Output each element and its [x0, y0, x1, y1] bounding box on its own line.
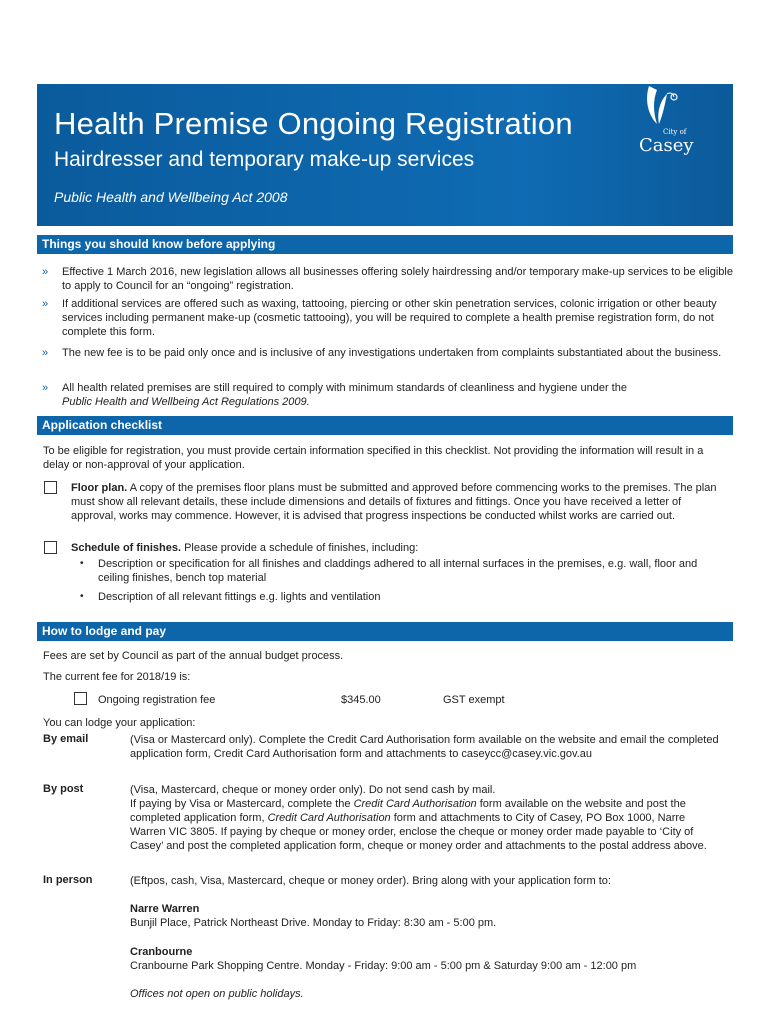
- checklist-intro: To be eligible for registration, you must provide certain information specified in this checklist. Not providing the information will result in a delay or non-approval of your application.: [43, 445, 704, 471]
- section-checklist-heading: Application checklist: [37, 416, 733, 435]
- in-person-text: (Eftpos, cash, Visa, Mastercard, cheque or money order). Bring along with your application form to:: [130, 875, 611, 887]
- arrow-icon: »: [42, 266, 49, 278]
- logo-casey: Casey: [639, 135, 694, 156]
- offices-note: Offices not open on public holidays.: [130, 988, 304, 1000]
- location-narre-warren-details: Bunjil Place, Patrick Northeast Drive. Monday to Friday: 8:30 am - 5:00 pm.: [130, 917, 497, 929]
- by-email-label: By email: [43, 733, 89, 745]
- schedule-of-finishes-checkbox[interactable]: [44, 541, 57, 554]
- city-of-casey-logo: [635, 84, 705, 164]
- fee-amount: $345.00: [341, 694, 381, 706]
- arrow-icon: »: [42, 298, 49, 310]
- section-lodge-heading: How to lodge and pay: [37, 622, 733, 641]
- bullet-dot: •: [80, 591, 84, 602]
- page-subtitle: Hairdresser and temporary make-up services: [54, 148, 475, 171]
- ongoing-fee-checkbox[interactable]: [74, 692, 87, 705]
- regulations-reference: Public Health and Wellbeing Act Regulations 2009.: [62, 396, 310, 408]
- by-email-text: (Visa or Mastercard only). Complete the Credit Card Authorisation form available on the website and email the completed application form, Credit Card Authorisation form and attachments to caseycc@casey.vic.gov.au: [130, 734, 719, 760]
- logo-city-of: City of: [663, 128, 687, 136]
- header-banner: [37, 84, 733, 226]
- by-post-text: (Visa, Mastercard, cheque or money order only). Do not send cash by mail. If paying by Visa or Mastercard, complete the Credit Card Authorisation form available on the website and post the completed application form, Credit Card Authorisation form and attachments to City of Casey, PO Box 1000, Narre Warren VIC 3805. If paying by cheque or money order, enclose the cheque or money order made payable to ‘City of Casey’ and post the completed application form, cheque or money order and attachments to the postal address above.: [130, 784, 707, 852]
- list-item: Description or specification for all finishes and claddings adhered to all internal surfaces in the premises, e.g. wall, floor and ceiling finishes, bench top material: [98, 558, 698, 584]
- location-cranbourne-name: Cranbourne: [130, 946, 193, 958]
- fee-name: Ongoing registration fee: [98, 694, 216, 706]
- leaf-icon: [643, 84, 683, 126]
- in-person-label: In person: [43, 874, 93, 886]
- arrow-icon: »: [42, 347, 49, 359]
- arrow-icon: »: [42, 382, 49, 394]
- schedule-of-finishes-item: Schedule of finishes. Please provide a schedule of finishes, including:: [71, 542, 419, 554]
- location-cranbourne-details: Cranbourne Park Shopping Centre. Monday - Friday: 9:00 am - 5:00 pm & Saturday 9:00 am - 12:00 pm: [130, 960, 637, 972]
- fees-text: Fees are set by Council as part of the annual budget process.: [43, 650, 344, 662]
- lodge-intro: You can lodge your application:: [43, 717, 196, 729]
- act-reference: Public Health and Wellbeing Act 2008: [54, 189, 288, 205]
- bullet-dot: •: [80, 558, 84, 569]
- current-fee-text: The current fee for 2018/19 is:: [43, 671, 191, 683]
- section-things-heading: Things you should know before applying: [37, 235, 733, 254]
- list-item: Description of all relevant fittings e.g. lights and ventilation: [98, 591, 381, 603]
- floor-plan-checkbox[interactable]: [44, 481, 57, 494]
- page-title: Health Premise Ongoing Registration: [54, 106, 573, 141]
- floor-plan-item: Floor plan. A copy of the premises floor plans must be submitted and approved before commencing works to the premises. The plan must show all relevant details, these include dimensions and details of fixtures and fittings. Once you have received a letter of approval, works may commence. However, it is advised that progress inspections be conducted whilst works are carried out.: [71, 482, 717, 522]
- fee-gst-status: GST exempt: [443, 694, 505, 706]
- by-post-label: By post: [43, 783, 84, 795]
- location-narre-warren-name: Narre Warren: [130, 903, 200, 915]
